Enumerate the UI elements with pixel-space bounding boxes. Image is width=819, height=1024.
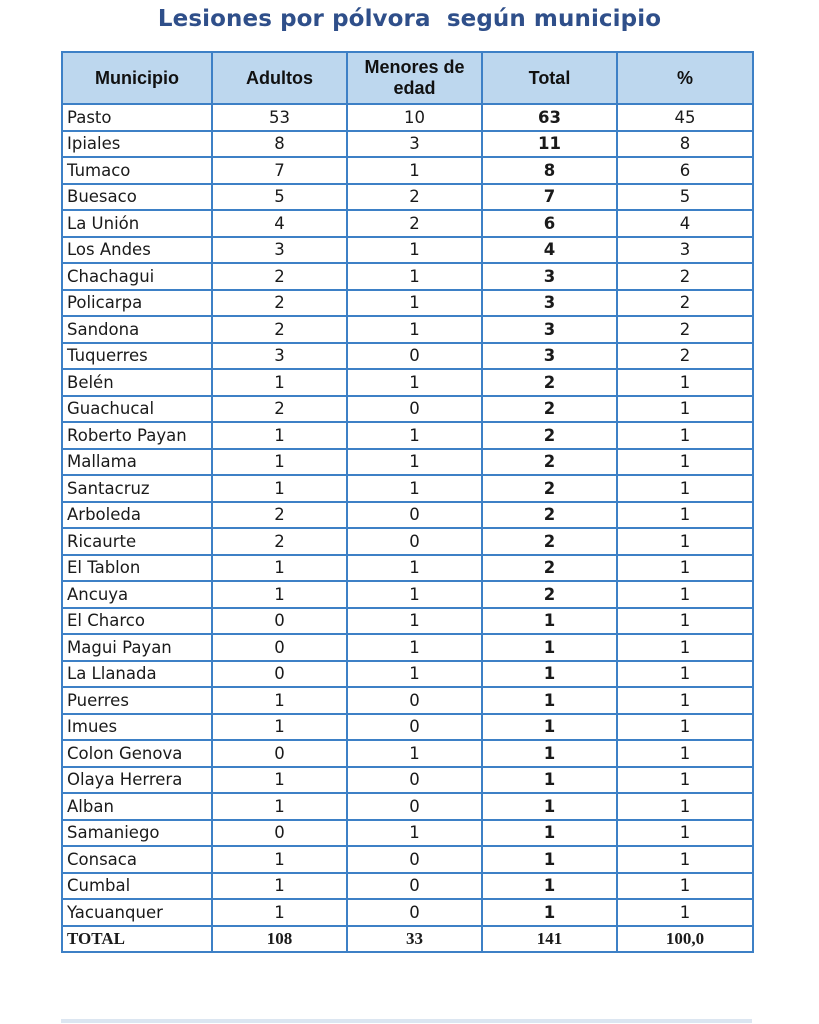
cell-adultos: 0	[212, 608, 347, 635]
table-row	[62, 369, 753, 396]
table-row	[62, 184, 753, 211]
cell-adultos: 0	[212, 740, 347, 767]
col-header-menores: Menores de edad	[347, 52, 482, 104]
col-header-percent: %	[617, 52, 753, 104]
cell-municipio: Chachagui	[62, 263, 212, 290]
table-row	[62, 475, 753, 502]
cell-municipio: Ipiales	[62, 131, 212, 158]
cell-adultos: 1	[212, 422, 347, 449]
cell-total: 1	[482, 740, 617, 767]
cell-menores: 1	[347, 608, 482, 635]
page-title: Lesiones por pólvora según municipio	[157, 6, 662, 32]
cell-municipio: El Charco	[62, 608, 212, 635]
cell-percent: 1	[617, 740, 753, 767]
cell-percent: 45	[617, 104, 753, 131]
table-row	[62, 793, 753, 820]
cell-menores: 1	[347, 290, 482, 317]
cell-municipio: Buesaco	[62, 184, 212, 211]
table-row	[62, 661, 753, 688]
cell-total: 2	[482, 475, 617, 502]
table-row	[62, 899, 753, 926]
cell-municipio: Los Andes	[62, 237, 212, 264]
cell-menores: 1	[347, 661, 482, 688]
cell-menores: 10	[347, 104, 482, 131]
cell-adultos: 1	[212, 873, 347, 900]
cell-percent: 1	[617, 846, 753, 873]
table-row	[62, 502, 753, 529]
cell-municipio: Magui Payan	[62, 634, 212, 661]
header-row	[62, 52, 753, 104]
cell-menores: 3	[347, 131, 482, 158]
cell-total: 1	[482, 846, 617, 873]
cell-municipio: Ancuya	[62, 581, 212, 608]
cell-percent: 1	[617, 820, 753, 847]
cell-menores: 1	[347, 369, 482, 396]
table-row	[62, 131, 753, 158]
cell-percent: 2	[617, 263, 753, 290]
cell-total: 1	[482, 608, 617, 635]
col-header-adultos: Adultos	[212, 52, 347, 104]
cell-adultos: 0	[212, 820, 347, 847]
cell-municipio: La Llanada	[62, 661, 212, 688]
cell-total: 3	[482, 316, 617, 343]
cell-percent: 1	[617, 369, 753, 396]
cell-percent: 1	[617, 608, 753, 635]
cell-menores: 1	[347, 740, 482, 767]
cell-percent: 1	[617, 475, 753, 502]
cell-adultos: 4	[212, 210, 347, 237]
cell-adultos: 1	[212, 767, 347, 794]
cell-adultos: 2	[212, 263, 347, 290]
cell-total: 8	[482, 157, 617, 184]
cell-menores: 0	[347, 899, 482, 926]
cell-percent: 1	[617, 449, 753, 476]
total-percent: 100,0	[617, 926, 753, 953]
cell-adultos: 1	[212, 899, 347, 926]
cell-municipio: Tuquerres	[62, 343, 212, 370]
total-menores: 33	[347, 926, 482, 953]
table-body	[62, 104, 753, 926]
table-row	[62, 528, 753, 555]
cell-adultos: 1	[212, 714, 347, 741]
cell-menores: 1	[347, 263, 482, 290]
cell-total: 4	[482, 237, 617, 264]
cell-percent: 3	[617, 237, 753, 264]
table-row	[62, 290, 753, 317]
cell-adultos: 1	[212, 793, 347, 820]
table-row	[62, 634, 753, 661]
cell-municipio: Imues	[62, 714, 212, 741]
table-row	[62, 237, 753, 264]
cell-adultos: 1	[212, 369, 347, 396]
cell-municipio: Pasto	[62, 104, 212, 131]
cell-percent: 1	[617, 899, 753, 926]
cell-adultos: 0	[212, 661, 347, 688]
cell-percent: 6	[617, 157, 753, 184]
cell-percent: 1	[617, 767, 753, 794]
cell-menores: 0	[347, 873, 482, 900]
cell-total: 2	[482, 396, 617, 423]
cell-municipio: Olaya Herrera	[62, 767, 212, 794]
cell-menores: 1	[347, 237, 482, 264]
cell-percent: 1	[617, 502, 753, 529]
cell-menores: 1	[347, 820, 482, 847]
cell-municipio: Sandona	[62, 316, 212, 343]
cell-municipio: Guachucal	[62, 396, 212, 423]
cell-percent: 1	[617, 873, 753, 900]
cell-percent: 2	[617, 343, 753, 370]
cell-municipio: Colon Genova	[62, 740, 212, 767]
cell-adultos: 0	[212, 634, 347, 661]
cell-percent: 1	[617, 555, 753, 582]
cell-percent: 2	[617, 290, 753, 317]
cell-total: 3	[482, 263, 617, 290]
cell-menores: 0	[347, 687, 482, 714]
cell-menores: 0	[347, 502, 482, 529]
cell-total: 3	[482, 343, 617, 370]
cell-municipio: Cumbal	[62, 873, 212, 900]
total-label: TOTAL	[62, 926, 212, 953]
cell-adultos: 2	[212, 396, 347, 423]
cell-adultos: 1	[212, 449, 347, 476]
cell-adultos: 1	[212, 475, 347, 502]
cell-menores: 1	[347, 475, 482, 502]
cell-municipio: Mallama	[62, 449, 212, 476]
cell-menores: 1	[347, 581, 482, 608]
cell-total: 1	[482, 820, 617, 847]
col-header-municipio: Municipio	[62, 52, 212, 104]
cell-menores: 2	[347, 184, 482, 211]
cell-total: 1	[482, 899, 617, 926]
cell-municipio: El Tablon	[62, 555, 212, 582]
cell-municipio: La Unión	[62, 210, 212, 237]
cell-total: 1	[482, 767, 617, 794]
cell-menores: 1	[347, 157, 482, 184]
total-adultos: 108	[212, 926, 347, 953]
cell-adultos: 8	[212, 131, 347, 158]
municipio-table	[61, 51, 754, 953]
cell-municipio: Tumaco	[62, 157, 212, 184]
cell-adultos: 1	[212, 555, 347, 582]
cell-menores: 0	[347, 528, 482, 555]
table-row	[62, 873, 753, 900]
table-row	[62, 316, 753, 343]
table-row	[62, 104, 753, 131]
cell-menores: 1	[347, 449, 482, 476]
cell-total: 6	[482, 210, 617, 237]
cell-adultos: 2	[212, 316, 347, 343]
cell-total: 1	[482, 661, 617, 688]
cell-menores: 0	[347, 793, 482, 820]
cell-total: 2	[482, 449, 617, 476]
cell-adultos: 7	[212, 157, 347, 184]
cell-municipio: Consaca	[62, 846, 212, 873]
cell-menores: 1	[347, 555, 482, 582]
table-row	[62, 846, 753, 873]
cell-menores: 0	[347, 714, 482, 741]
cell-adultos: 2	[212, 502, 347, 529]
total-row	[62, 926, 753, 953]
table-row	[62, 263, 753, 290]
cell-total: 7	[482, 184, 617, 211]
table-row	[62, 581, 753, 608]
table-row	[62, 820, 753, 847]
cell-total: 1	[482, 687, 617, 714]
cell-percent: 1	[617, 687, 753, 714]
col-header-total: Total	[482, 52, 617, 104]
cell-total: 1	[482, 634, 617, 661]
cell-percent: 4	[617, 210, 753, 237]
cell-adultos: 1	[212, 687, 347, 714]
cell-total: 1	[482, 873, 617, 900]
table-row	[62, 343, 753, 370]
table-row	[62, 687, 753, 714]
cell-total: 2	[482, 422, 617, 449]
cell-menores: 1	[347, 422, 482, 449]
table-row	[62, 157, 753, 184]
cell-municipio: Samaniego	[62, 820, 212, 847]
cell-percent: 1	[617, 396, 753, 423]
cell-percent: 1	[617, 714, 753, 741]
cell-total: 1	[482, 714, 617, 741]
table-row	[62, 740, 753, 767]
cell-percent: 5	[617, 184, 753, 211]
cell-adultos: 2	[212, 528, 347, 555]
table-row	[62, 396, 753, 423]
cell-municipio: Puerres	[62, 687, 212, 714]
cell-percent: 1	[617, 581, 753, 608]
table-row	[62, 210, 753, 237]
cell-municipio: Santacruz	[62, 475, 212, 502]
cell-percent: 8	[617, 131, 753, 158]
cell-menores: 0	[347, 767, 482, 794]
cell-total: 63	[482, 104, 617, 131]
cell-total: 2	[482, 528, 617, 555]
cell-menores: 1	[347, 316, 482, 343]
cell-adultos: 1	[212, 581, 347, 608]
cell-municipio: Belén	[62, 369, 212, 396]
bottom-divider	[61, 1019, 752, 1023]
cell-total: 2	[482, 581, 617, 608]
cell-adultos: 53	[212, 104, 347, 131]
cell-adultos: 2	[212, 290, 347, 317]
cell-municipio: Yacuanquer	[62, 899, 212, 926]
table-row	[62, 767, 753, 794]
cell-municipio: Alban	[62, 793, 212, 820]
cell-percent: 1	[617, 422, 753, 449]
cell-total: 2	[482, 555, 617, 582]
cell-total: 3	[482, 290, 617, 317]
cell-menores: 0	[347, 396, 482, 423]
cell-total: 2	[482, 502, 617, 529]
cell-percent: 1	[617, 528, 753, 555]
cell-menores: 0	[347, 343, 482, 370]
cell-menores: 2	[347, 210, 482, 237]
table-row	[62, 422, 753, 449]
cell-adultos: 5	[212, 184, 347, 211]
cell-adultos: 3	[212, 343, 347, 370]
cell-percent: 1	[617, 634, 753, 661]
cell-total: 2	[482, 369, 617, 396]
table-row	[62, 449, 753, 476]
cell-adultos: 1	[212, 846, 347, 873]
table-row	[62, 555, 753, 582]
cell-total: 1	[482, 793, 617, 820]
cell-percent: 1	[617, 661, 753, 688]
cell-municipio: Policarpa	[62, 290, 212, 317]
cell-municipio: Roberto Payan	[62, 422, 212, 449]
cell-adultos: 3	[212, 237, 347, 264]
cell-total: 11	[482, 131, 617, 158]
table-row	[62, 608, 753, 635]
cell-menores: 1	[347, 634, 482, 661]
total-total: 141	[482, 926, 617, 953]
cell-percent: 1	[617, 793, 753, 820]
cell-percent: 2	[617, 316, 753, 343]
cell-municipio: Arboleda	[62, 502, 212, 529]
table-row	[62, 714, 753, 741]
cell-municipio: Ricaurte	[62, 528, 212, 555]
cell-menores: 0	[347, 846, 482, 873]
